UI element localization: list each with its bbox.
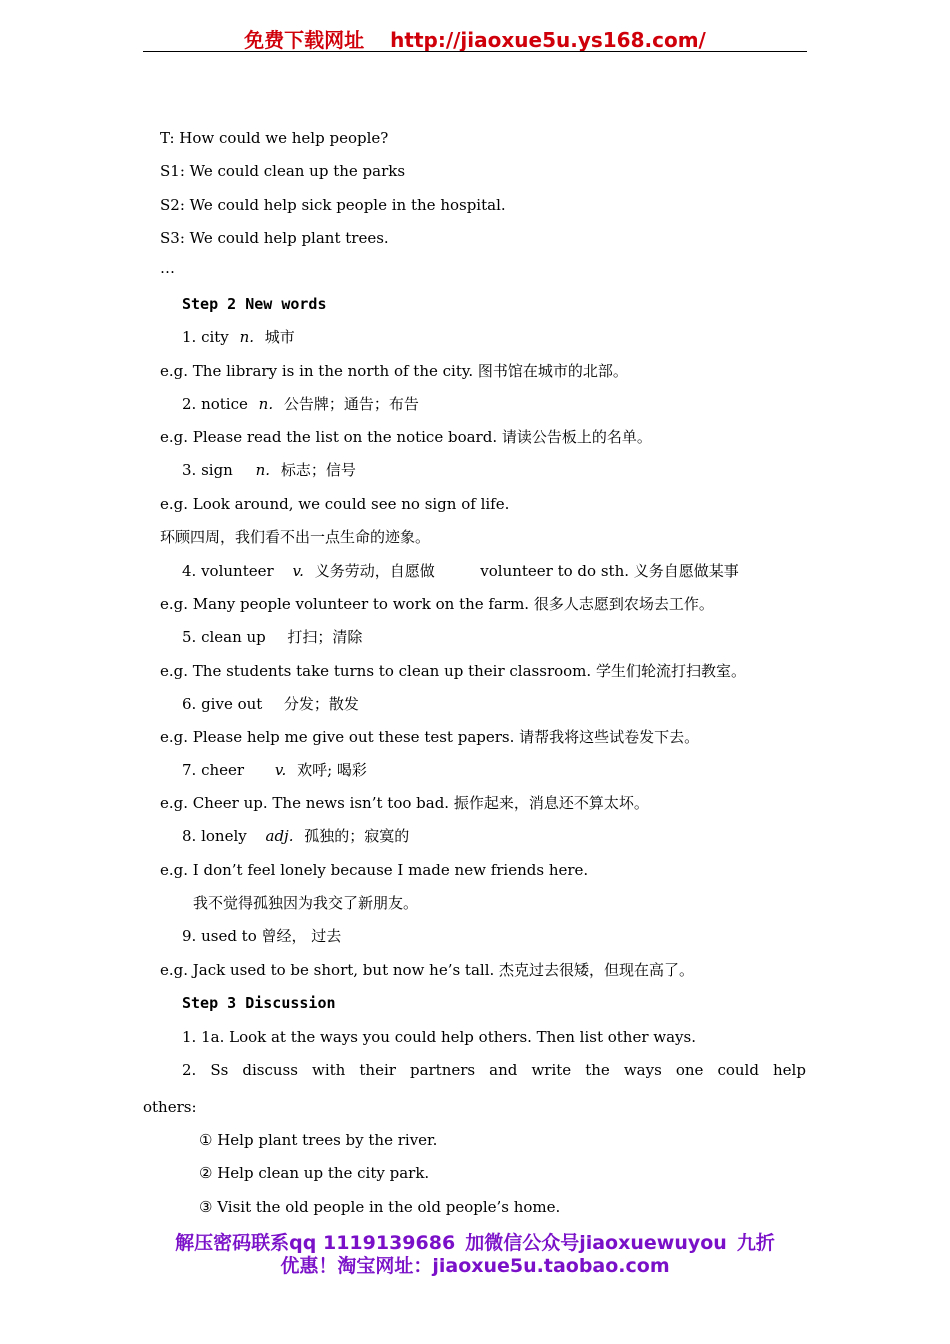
word: and [489, 1061, 518, 1079]
word: discuss [242, 1061, 298, 1079]
word-pos: n. [255, 461, 271, 479]
header-label: 免费下载网址 [244, 28, 365, 52]
word: with [312, 1061, 346, 1079]
word-meaning: 城市 [264, 328, 295, 346]
word-pos: v. [274, 761, 287, 779]
word: their [359, 1061, 396, 1079]
footer-line-2[interactable]: 优惠！淘宝网址：jiaoxue5u.taobao.com [280, 1255, 670, 1277]
word: partners [409, 1061, 476, 1079]
word-example: e.g. The students take turns to clean up their classroom. 学生们轮流打扫教室。 [160, 662, 746, 680]
word-pos: adj. [265, 827, 294, 845]
dialogue-ellipsis: … [160, 259, 175, 277]
word-example: e.g. Cheer up. The news isn’t too bad. 振作起来，消息还不算太坏。 [160, 794, 649, 812]
word-pos: n. [258, 395, 274, 413]
word: could [717, 1061, 759, 1079]
word-head: 5. clean up [182, 628, 266, 646]
word: write [531, 1061, 572, 1079]
word-entry [182, 460, 356, 480]
way-item: ③ Visit the old people in the old people’s home. [199, 1198, 561, 1216]
word-example: e.g. Jack used to be short, but now he’s tall. 杰克过去很矮，但现在高了。 [160, 961, 695, 979]
word-meaning: 分发；散发 [283, 695, 359, 713]
word-entry [182, 394, 419, 414]
word-head: 4. volunteer [182, 562, 274, 580]
word-entry [182, 627, 362, 647]
word-entry [182, 694, 359, 714]
dialogue-line: T: How could we help people? [160, 129, 389, 147]
word-meaning: 欢呼; 喝彩 [297, 761, 367, 779]
word-translation: 环顾四周，我们看不出一点生命的迹象。 [160, 528, 431, 546]
word-example: e.g. Many people volunteer to work on the farm. 很多人志愿到农场去工作。 [160, 595, 714, 613]
word: 2. [182, 1061, 197, 1079]
word-pos: n. [239, 328, 254, 346]
way-item: ② Help clean up the city park. [199, 1164, 430, 1182]
step3-item-justified [182, 1060, 806, 1080]
word-example: e.g. Look around, we could see no sign of life. [160, 495, 510, 513]
page-header [0, 24, 950, 53]
word: Ss [210, 1061, 229, 1079]
word-meaning: 义务劳动，自愿做 [314, 562, 435, 580]
word-pos: v. [292, 562, 304, 580]
word-entry [182, 826, 409, 846]
word-meaning: 公告牌；通告；布告 [283, 395, 419, 413]
dialogue-line: S1: We could clean up the parks [160, 162, 406, 180]
step3-item: 1. 1a. Look at the ways you could help others. Then list other ways. [182, 1028, 696, 1046]
word-head: 2. notice [182, 395, 248, 413]
header-url-link[interactable]: http://jiaoxue5u.ys168.com/ [390, 28, 706, 52]
word-head: 6. give out [182, 695, 263, 713]
word-meaning: 曾经， 过去 [261, 927, 342, 945]
word-head: 9. used to [182, 927, 257, 945]
word-translation: 我不觉得孤独因为我交了新朋友。 [193, 894, 419, 912]
word-head: 3. sign [182, 461, 233, 479]
dialogue-line: S3: We could help plant trees. [160, 229, 389, 247]
word-meaning: 孤独的；寂寞的 [304, 827, 410, 845]
way-item: ① Help plant trees by the river. [199, 1131, 438, 1149]
word-meaning: 标志；信号 [280, 461, 356, 479]
word-extra: volunteer to do sth. 义务自愿做某事 [480, 562, 739, 580]
word-example: e.g. The library is in the north of the city. 图书馆在城市的北部。 [160, 362, 628, 380]
word-example: e.g. Please help me give out these test papers. 请帮我将这些试卷发下去。 [160, 728, 700, 746]
footer-text: 解压密码联系 [175, 1232, 290, 1254]
word-entry [182, 327, 295, 347]
footer-text: 加微信公众号 [465, 1232, 580, 1254]
word-head: 1. city [182, 328, 229, 346]
step3-item-continuation: others: [143, 1098, 197, 1116]
word-head: 8. lonely [182, 827, 247, 845]
header-rule [143, 51, 807, 52]
footer-text: 九折 [736, 1232, 775, 1254]
word: the [585, 1061, 610, 1079]
step2-heading: Step 2 New words [182, 295, 327, 313]
dialogue-line: S2: We could help sick people in the hospital. [160, 196, 506, 214]
word: ways [623, 1061, 662, 1079]
word-entry [182, 561, 739, 581]
footer-qq: qq 1119139686 [289, 1232, 456, 1254]
word-head: 7. cheer [182, 761, 245, 779]
word-entry [182, 926, 341, 946]
word-entry [182, 760, 367, 780]
word-example: e.g. I don’t feel lonely because I made new friends here. [160, 861, 589, 879]
footer-wechat: jiaoxuewuyou [579, 1232, 727, 1254]
word: one [675, 1061, 704, 1079]
word: help [773, 1061, 806, 1079]
word-meaning: 打扫；清除 [287, 628, 363, 646]
word-example: e.g. Please read the list on the notice board. 请读公告板上的名单。 [160, 428, 652, 446]
step3-heading: Step 3 Discussion [182, 994, 336, 1012]
